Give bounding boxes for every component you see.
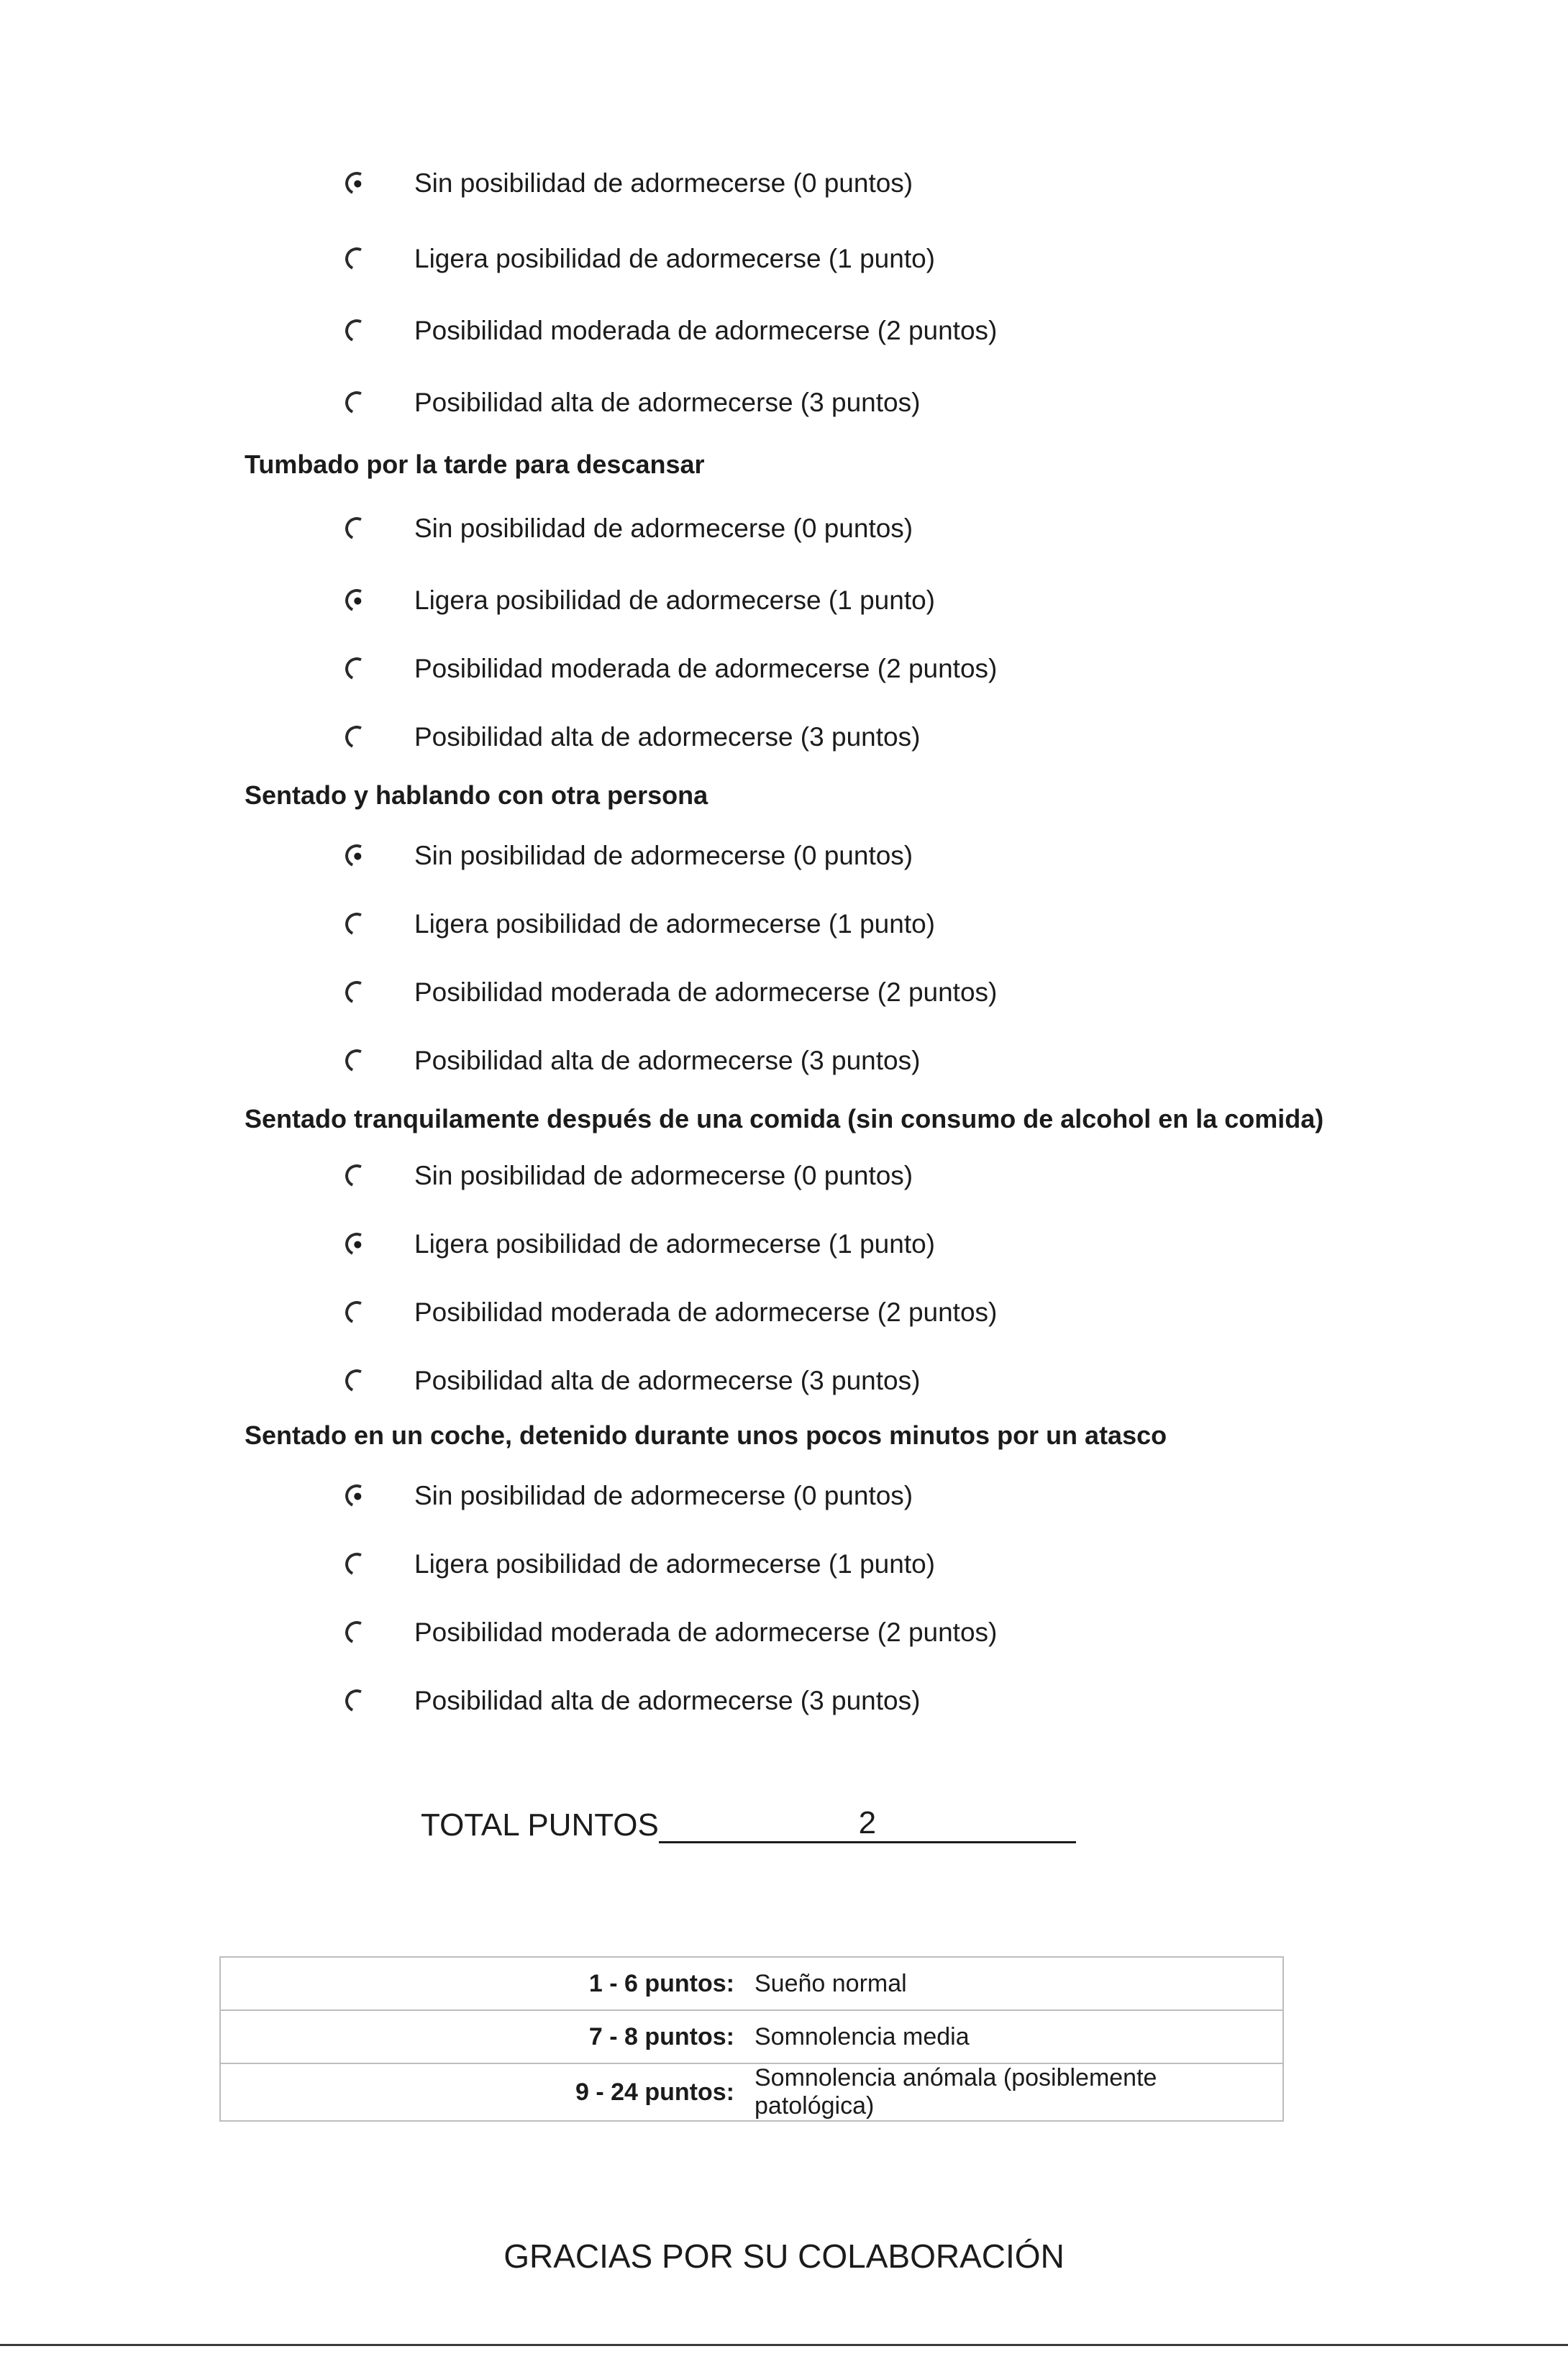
option-row[interactable] [345,647,997,690]
option-row[interactable] [345,903,935,946]
page-bottom-rule [0,2344,1568,2346]
option-label: Sin posibilidad de adormecerse (0 puntos) [414,1481,913,1510]
option-row[interactable] [345,1223,935,1266]
option-row[interactable] [345,1291,997,1334]
option-row[interactable] [345,237,935,280]
option-label: Posibilidad moderada de adormecerse (2 puntos) [414,654,998,683]
option-row[interactable] [345,507,913,550]
table-row [220,2063,1283,2121]
radio-button[interactable] [342,1297,371,1327]
radio-button[interactable] [342,1229,371,1259]
thanks-message: GRACIAS POR SU COLABORACIÓN [503,2237,1065,2275]
radio-button[interactable] [342,585,371,615]
radio-button[interactable] [342,514,371,543]
option-row[interactable] [345,1474,913,1518]
radio-button[interactable] [342,1686,371,1715]
scale-range: 7 - 8 puntos: [220,2010,744,2063]
radio-button[interactable] [342,1481,371,1510]
score-scale-table [219,1956,1284,2122]
option-label: Posibilidad moderada de adormecerse (2 puntos) [414,1297,998,1327]
option-label: Sin posibilidad de adormecerse (0 puntos) [414,841,913,870]
option-label: Ligera posibilidad de adormecerse (1 punto) [414,1229,935,1259]
option-label: Ligera posibilidad de adormecerse (1 punto) [414,244,935,273]
option-row[interactable] [345,716,920,759]
option-label: Posibilidad moderada de adormecerse (2 puntos) [414,1617,998,1647]
option-row[interactable] [345,162,913,205]
scale-description: Somnolencia media [744,2010,1283,2063]
radio-button[interactable] [342,388,371,417]
radio-button[interactable] [342,1046,371,1075]
option-row[interactable] [345,381,920,424]
option-row[interactable] [345,1611,997,1654]
radio-button[interactable] [342,977,371,1007]
option-row[interactable] [345,1543,935,1586]
total-underline [882,1837,1076,1843]
radio-button[interactable] [342,1366,371,1395]
radio-button[interactable] [342,168,371,198]
scale-range: 1 - 6 puntos: [220,1957,744,2010]
option-row[interactable] [345,1039,920,1082]
scale-description: Sueño normal [744,1957,1283,2010]
option-label: Sin posibilidad de adormecerse (0 puntos) [414,1161,913,1190]
option-row[interactable] [345,579,935,622]
question-label: Sentado y hablando con otra persona [245,780,708,810]
scale-description: Somnolencia anómala (posiblemente patológica) [744,2063,1283,2121]
total-points [421,1805,1076,1843]
option-row[interactable] [345,834,913,877]
option-label: Posibilidad alta de adormecerse (3 puntos) [414,722,921,752]
option-label: Posibilidad moderada de adormecerse (2 puntos) [414,977,998,1007]
radio-button[interactable] [342,1161,371,1190]
scale-range: 9 - 24 puntos: [220,2063,744,2121]
option-label: Ligera posibilidad de adormecerse (1 punto) [414,585,935,615]
table-row [220,2010,1283,2063]
option-label: Posibilidad alta de adormecerse (3 puntos) [414,1686,921,1715]
option-label: Sin posibilidad de adormecerse (0 puntos) [414,168,913,198]
table-row [220,1957,1283,2010]
option-row[interactable] [345,309,997,352]
option-row[interactable] [345,1359,920,1402]
option-row[interactable] [345,1154,913,1197]
total-value[interactable]: 2 [853,1805,882,1843]
radio-button[interactable] [342,841,371,870]
radio-button[interactable] [342,722,371,752]
radio-button[interactable] [342,654,371,683]
radio-button[interactable] [342,316,371,345]
radio-button[interactable] [342,244,371,273]
option-label: Posibilidad moderada de adormecerse (2 puntos) [414,316,998,345]
question-label: Sentado en un coche, detenido durante unos pocos minutos por un atasco [245,1420,1167,1450]
option-label: Posibilidad alta de adormecerse (3 puntos) [414,1046,921,1075]
radio-button[interactable] [342,909,371,939]
option-label: Posibilidad alta de adormecerse (3 puntos) [414,388,921,417]
radio-button[interactable] [342,1617,371,1647]
option-row[interactable] [345,971,997,1014]
radio-button[interactable] [342,1549,371,1579]
option-label: Sin posibilidad de adormecerse (0 puntos) [414,514,913,543]
option-label: Ligera posibilidad de adormecerse (1 punto) [414,1549,935,1579]
question-label: Sentado tranquilamente después de una comida (sin consumo de alcohol en la comida) [245,1104,1324,1133]
option-label: Posibilidad alta de adormecerse (3 puntos) [414,1366,921,1395]
option-row[interactable] [345,1679,920,1723]
total-underline [659,1837,853,1843]
question-label: Tumbado por la tarde para descansar [245,450,705,479]
option-label: Ligera posibilidad de adormecerse (1 punto) [414,909,935,939]
total-label: TOTAL PUNTOS [421,1807,659,1843]
